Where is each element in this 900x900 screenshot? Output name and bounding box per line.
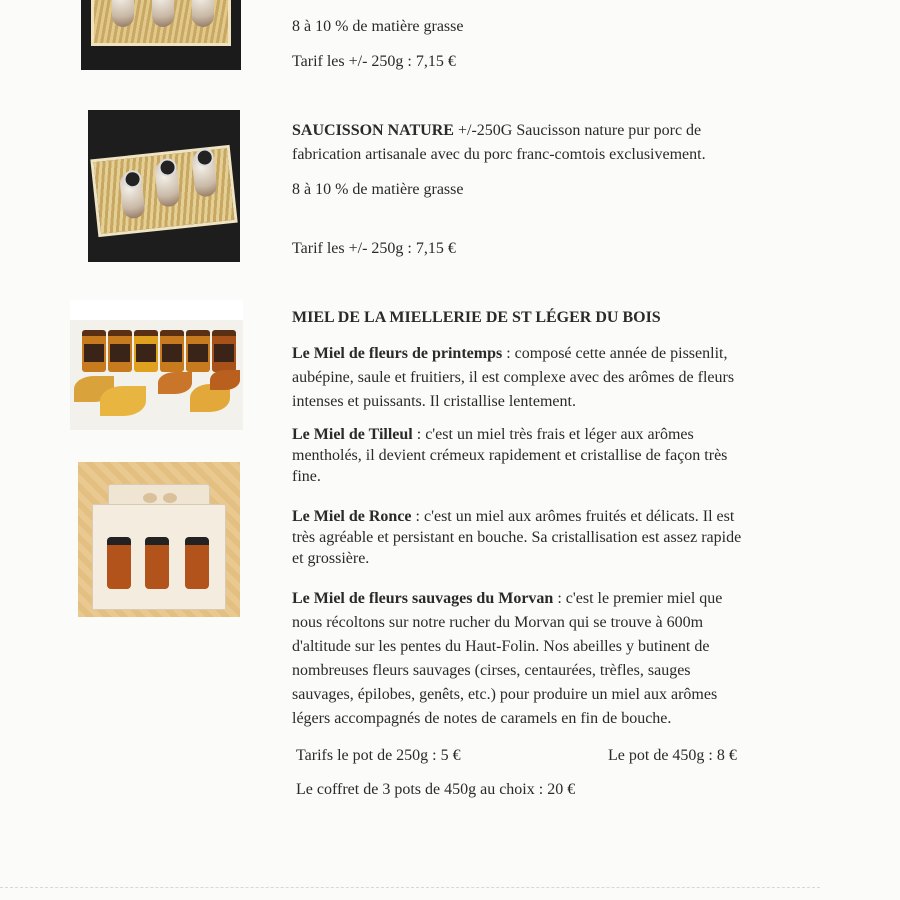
miel-morvan-line: légers accompagnés de notes de caramels en fin de bouche.	[292, 710, 672, 727]
miel-printemps-line: intenses et puissants. Il cristallise lentement.	[292, 393, 576, 410]
miel-printemps-line: : composé cette année de pissenlit,	[502, 345, 728, 362]
miel-printemps-name: Le Miel de fleurs de printemps	[292, 345, 503, 362]
honey-jars-photo	[70, 300, 243, 430]
miel-ronce-name: Le Miel de Ronce	[292, 508, 412, 525]
honey-price-250g: Tarifs le pot de 250g : 5 €	[296, 747, 461, 764]
saucisson-nature-photo	[88, 110, 240, 262]
miel-morvan-line: d'altitude sur les pentes du Haut-Folin. Nos abeilles y butinent de	[292, 638, 710, 655]
miel-morvan-line: nombreuses fleurs sauvages (cirses, centaurées, trèfles, sauges	[292, 662, 691, 679]
miel-ronce-line: et grossière.	[292, 550, 370, 567]
miel-tilleul-paragraph	[292, 424, 727, 487]
saucisson-price: Tarif les +/- 250g : 7,15 €	[292, 240, 456, 257]
honey-gift-box-photo	[78, 462, 240, 617]
miel-tilleul-line: mentholés, il devient crémeux rapidement et cristallise de façon très	[292, 447, 728, 464]
miel-tilleul-line: fine.	[292, 468, 321, 485]
honey-section-heading: MIEL DE LA MIELLERIE DE ST LÉGER DU BOIS	[292, 309, 661, 326]
saucisson-desc-line1: +/-250G Saucisson nature pur porc de	[453, 122, 702, 139]
saucisson-desc-line2: fabrication artisanale avec du porc franc-comtois exclusivement.	[292, 146, 706, 163]
honey-price-450g: Le pot de 450g : 8 €	[608, 747, 737, 764]
miel-morvan-line: sauvages, épilobes, genêts, etc.) pour produire un miel aux arômes	[292, 686, 718, 703]
sausage-tray-photo-top	[81, 0, 241, 70]
top-fat-content: 8 à 10 % de matière grasse	[292, 18, 464, 35]
miel-morvan-name: Le Miel de fleurs sauvages du Morvan	[292, 590, 554, 607]
honey-coffret-price: Le coffret de 3 pots de 450g au choix : 20 €	[296, 781, 576, 798]
miel-printemps-line: aubépine, saule et fruitiers, il est complexe avec des arômes de fleurs	[292, 369, 735, 386]
page-bottom-divider	[0, 887, 820, 888]
top-price: Tarif les +/- 250g : 7,15 €	[292, 53, 456, 70]
miel-morvan-paragraph	[292, 587, 722, 731]
miel-ronce-paragraph	[292, 506, 741, 569]
miel-tilleul-line: : c'est un miel très frais et léger aux arômes	[412, 426, 694, 443]
miel-ronce-line: très agréable et persistant en bouche. Sa cristallisation est assez rapide	[292, 529, 742, 546]
miel-morvan-line: nous récoltons sur notre rucher du Morvan qui se trouve à 600m	[292, 614, 704, 631]
miel-morvan-line: : c'est le premier miel que	[553, 590, 723, 607]
miel-ronce-line: : c'est un miel aux arômes fruités et délicats. Il est	[411, 508, 735, 525]
miel-tilleul-name: Le Miel de Tilleul	[292, 426, 413, 443]
saucisson-title: SAUCISSON NATURE	[292, 122, 454, 139]
miel-printemps-paragraph	[292, 342, 734, 414]
saucisson-fat-content: 8 à 10 % de matière grasse	[292, 181, 464, 198]
saucisson-description	[292, 119, 706, 167]
